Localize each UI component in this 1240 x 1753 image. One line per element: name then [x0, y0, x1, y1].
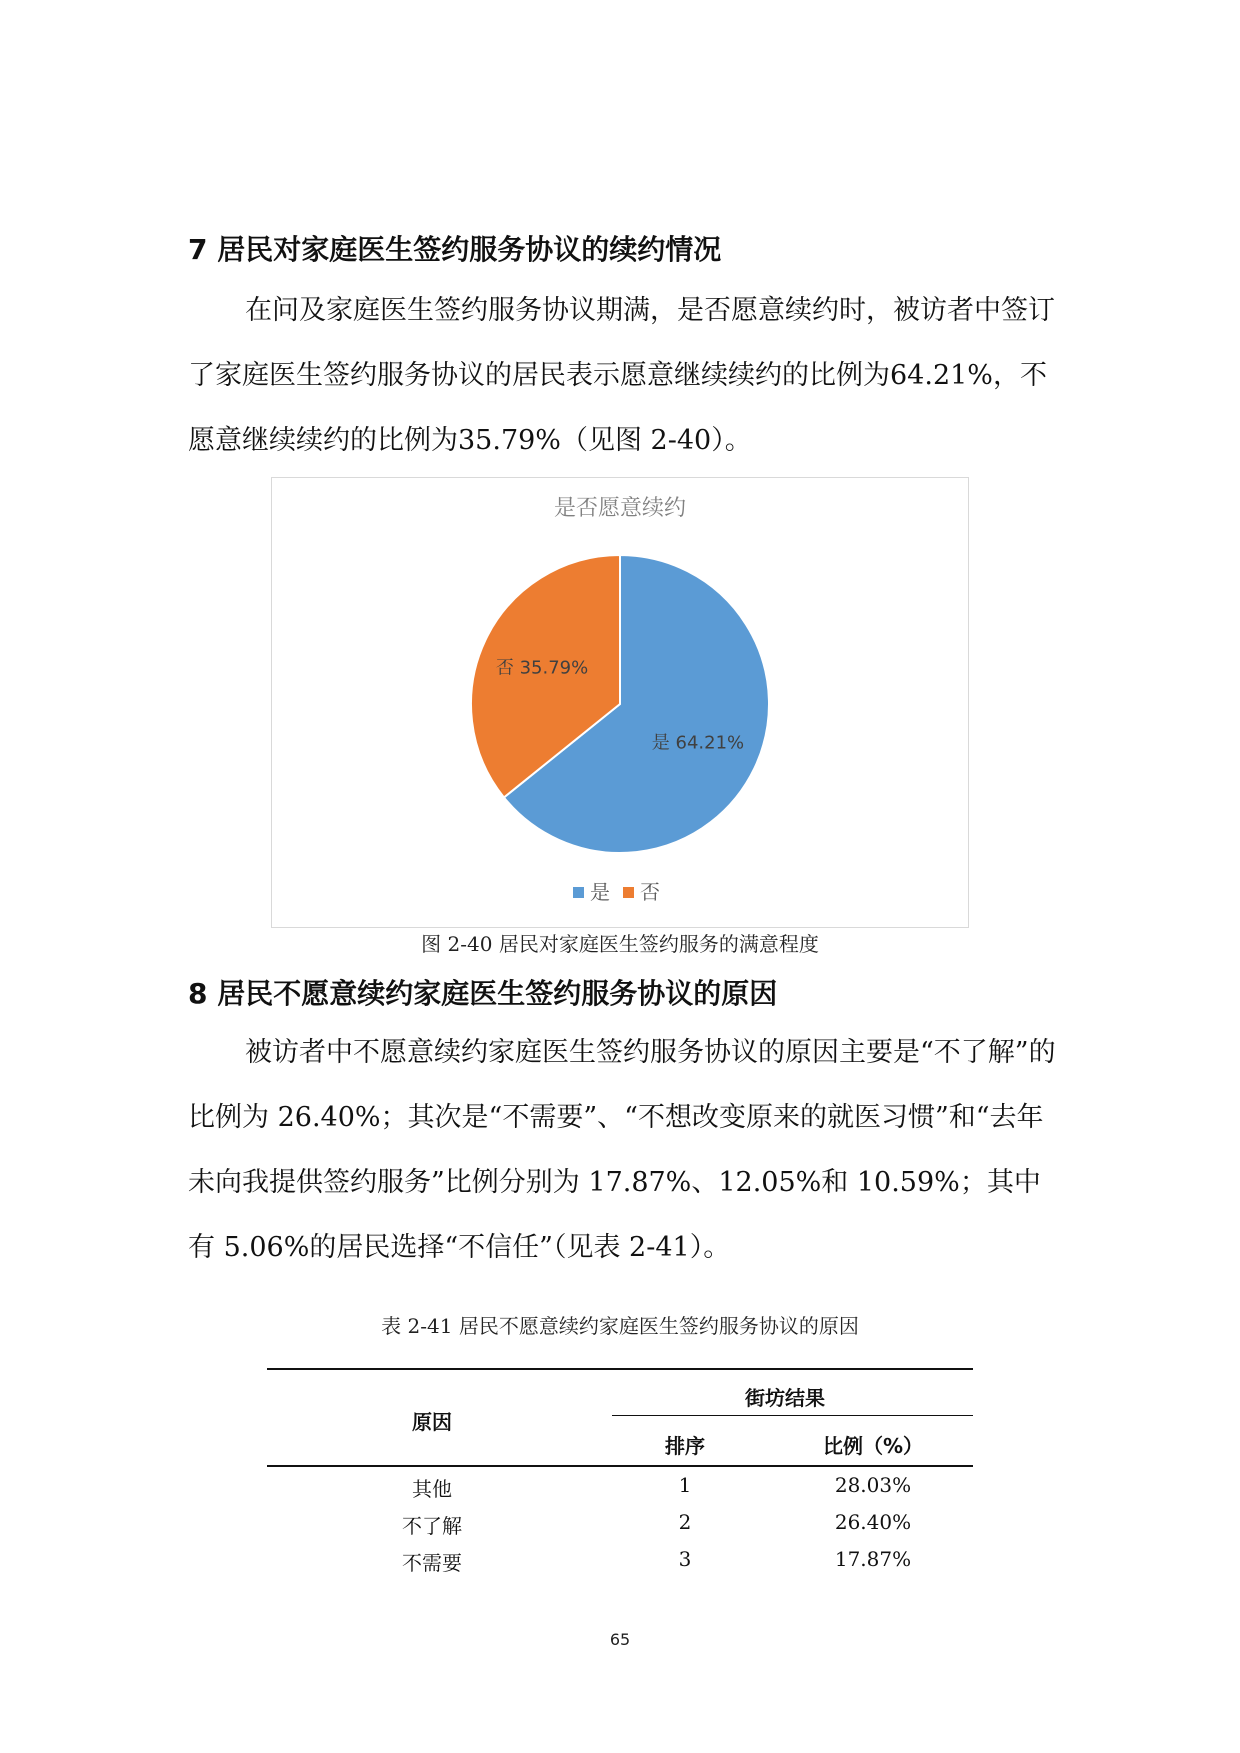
figure-caption: 图 2-40 居民对家庭医生签约服务的满意程度	[421, 932, 819, 956]
section-8-heading: 8 居民不愿意续约家庭医生签约服务协议的原因	[188, 977, 778, 1010]
section-8-paragraph	[188, 1020, 1056, 1280]
pie-data-label: 是 64.21%	[651, 732, 745, 754]
section-7-paragraph	[188, 278, 1056, 473]
cell-pct: 17.87%	[834, 1547, 912, 1571]
legend-swatch	[623, 887, 634, 898]
page-number: 65	[609, 1630, 631, 1649]
legend-swatch	[573, 887, 584, 898]
pie-chart	[271, 477, 969, 928]
cell-pct: 28.03%	[834, 1473, 912, 1497]
pie-chart-svg	[272, 478, 968, 927]
cell-rank: 1	[678, 1473, 692, 1497]
header-reason: 原因	[412, 1410, 452, 1434]
section-7-heading: 7 居民对家庭医生签约服务协议的续约情况	[188, 233, 722, 266]
cell-rank: 2	[678, 1510, 692, 1534]
chart-legend	[573, 880, 660, 904]
pie-slices	[471, 555, 769, 853]
section-7-paragraph-text: 在问及家庭医生签约服务协议期满，是否愿意续约时，被访者中签订了家庭医生签约服务协议的居民表示愿意继续续约的比例为64.21%，不愿意继续续约的比例为35.79%（见图 2-40）。	[188, 295, 1055, 456]
legend-label: 是	[590, 880, 610, 904]
chart-title: 是否愿意续约	[553, 496, 687, 521]
cell-reason: 不了解	[402, 1514, 462, 1538]
header-group: 街坊结果	[745, 1386, 825, 1410]
header-group-rule	[612, 1415, 973, 1416]
cell-reason: 不需要	[402, 1551, 462, 1575]
cell-rank: 3	[678, 1547, 692, 1571]
header-rank: 排序	[665, 1434, 705, 1458]
section-8-paragraph-text: 被访者中不愿意续约家庭医生签约服务协议的原因主要是“不了解”的比例为 26.40%；其次是“不需要”、“不想改变原来的就医习惯”和“去年未向我提供签约服务”比例分别为 17.87%、12.05%和 10.59%；其中有 5.06%的居民选择“不信任”（见表 2-41）。	[188, 1037, 1056, 1263]
legend-label: 否	[640, 880, 660, 904]
table-top-rule	[267, 1368, 973, 1370]
cell-reason: 其他	[412, 1477, 452, 1501]
pie-data-label: 否 35.79%	[495, 657, 589, 679]
header-bottom-rule	[267, 1465, 973, 1467]
table-caption: 表 2-41 居民不愿意续约家庭医生签约服务协议的原因	[381, 1314, 859, 1338]
cell-pct: 26.40%	[834, 1510, 912, 1534]
header-pct: 比例（%）	[822, 1434, 924, 1458]
